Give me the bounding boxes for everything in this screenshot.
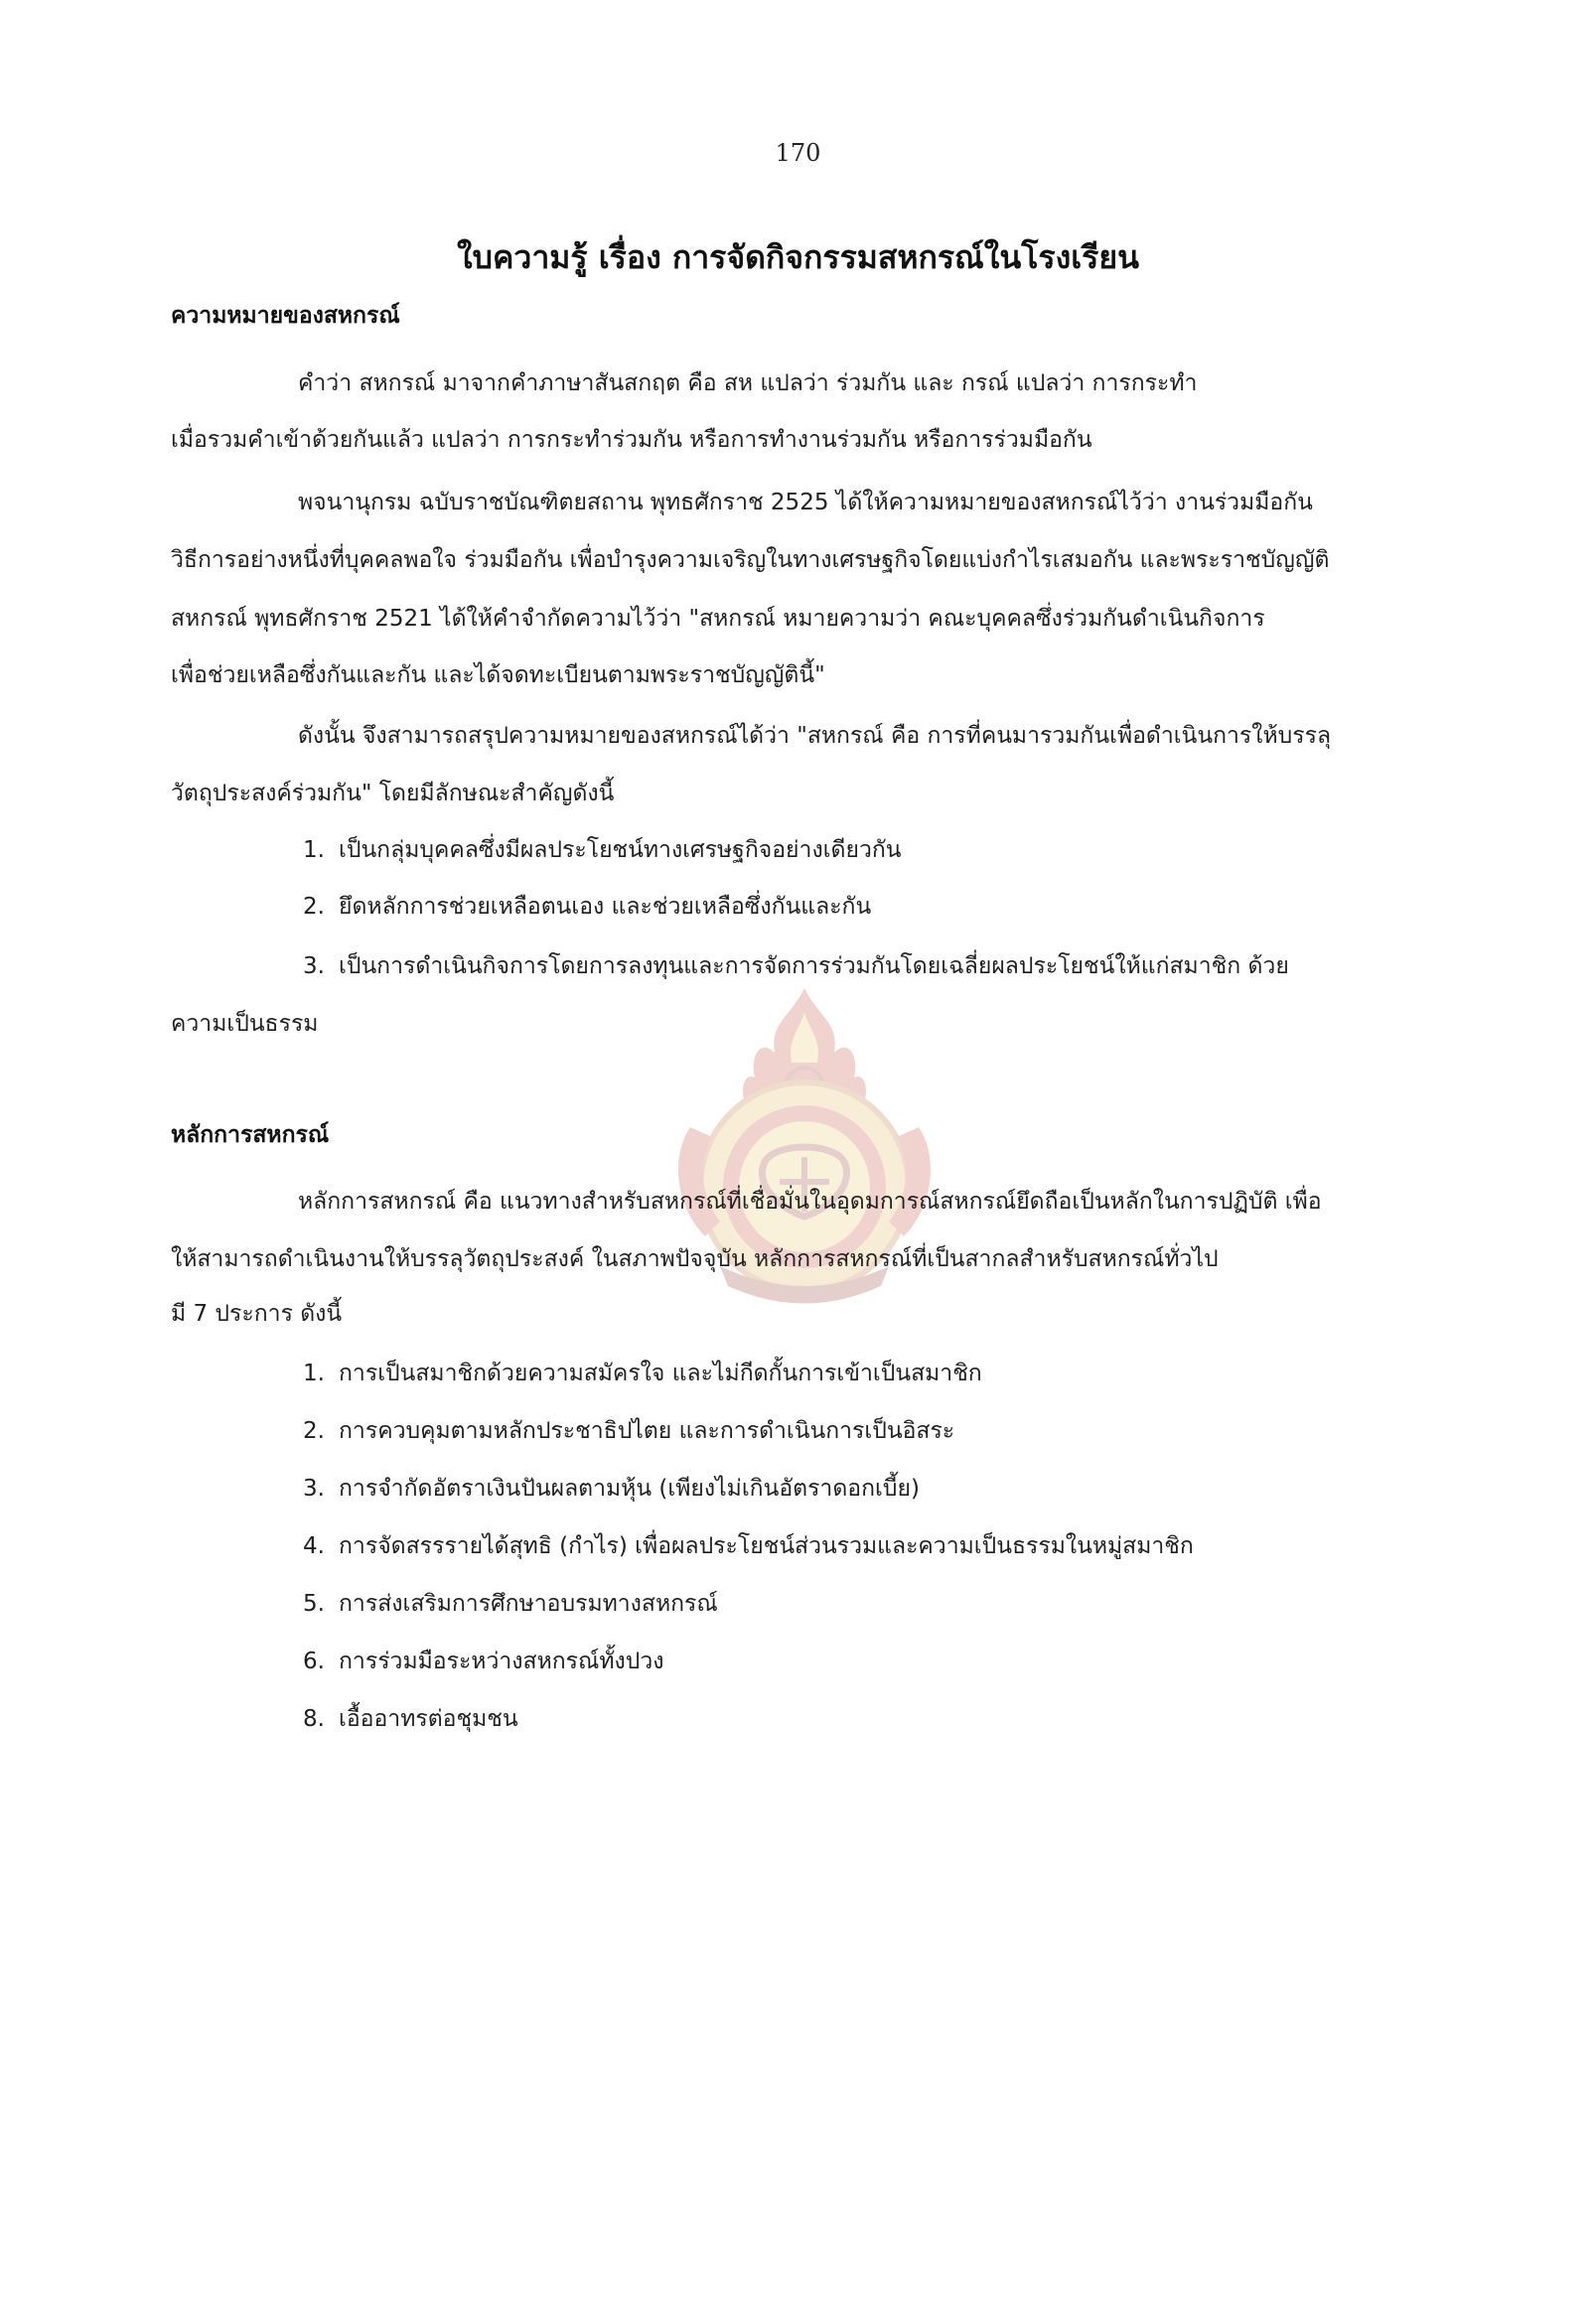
list-item: [303, 948, 1289, 984]
list-text: เป็นการดำเนินกิจการโดยการลงทุนและการจัดการร่วมกันโดยเฉลี่ยผลประโยชน์ให้แก่สมาชิก ด้วย: [339, 953, 1289, 979]
list-text: การเป็นสมาชิกด้วยความสมัครใจ และไม่กีดกั้นการเข้าเป็นสมาชิก: [339, 1361, 982, 1386]
paragraph-line: วิธีการอย่างหนึ่งที่บุคคลพอใจ ร่วมมือกัน เพื่อบำรุงความเจริญในทางเศรษฐกิจโดยแบ่งกำไรเสมอกัน และพระราชบัญญัติ: [171, 547, 1330, 573]
list-text: การส่งเสริมการศึกษาอบรมทางสหกรณ์: [339, 1591, 718, 1617]
document-title: ใบความรู้ เรื่อง การจัดกิจกรรมสหกรณ์ในโรงเรียน: [457, 238, 1139, 276]
list-number: 2.: [303, 1418, 325, 1444]
paragraph-line: ความเป็นธรรม: [171, 1011, 319, 1037]
list-number: 5.: [303, 1591, 325, 1617]
list-item: [303, 1586, 718, 1622]
list-item: [303, 832, 902, 868]
list-number: 4.: [303, 1533, 325, 1559]
list-number: 8.: [303, 1706, 325, 1732]
list-number: 6.: [303, 1649, 325, 1674]
list-number: 3.: [303, 953, 325, 979]
paragraph-line: หลักการสหกรณ์ คือ แนวทางสำหรับสหกรณ์ที่เชื่อมั่นในอุดมการณ์สหกรณ์ยึดถือเป็นหลักในการปฏิบัติ เพื่อ: [298, 1189, 1322, 1215]
list-text: การร่วมมือระหว่างสหกรณ์ทั้งปวง: [339, 1649, 664, 1674]
list-text: เป็นกลุ่มบุคคลซึ่งมีผลประโยชน์ทางเศรษฐกิจอย่างเดียวกัน: [339, 837, 902, 863]
page-number: 170: [775, 139, 821, 167]
list-number: 2.: [303, 894, 325, 920]
section-heading-meaning: ความหมายของสหกรณ์: [171, 303, 400, 329]
list-item: [303, 1701, 518, 1737]
list-item: [303, 1356, 982, 1391]
paragraph-line: สหกรณ์ พุทธศักราช 2521 ได้ให้คำจำกัดความไว้ว่า "สหกรณ์ หมายความว่า คณะบุคคลซึ่งร่วมกันดำเนินกิจการ: [171, 606, 1265, 632]
list-item: [303, 1644, 663, 1679]
list-text: การจำกัดอัตราเงินปันผลตามหุ้น (เพียงไม่เกินอัตราดอกเบี้ย): [339, 1476, 920, 1502]
list-number: 1.: [303, 837, 325, 863]
list-item: [303, 889, 871, 925]
list-text: เอื้ออาทรต่อชุมชน: [339, 1706, 518, 1732]
paragraph-line: คำว่า สหกรณ์ มาจากคำภาษาสันสกฤต คือ สห แปลว่า ร่วมกัน และ กรณ์ แปลว่า การกระทำ: [298, 370, 1198, 396]
list-item: [303, 1471, 920, 1507]
paragraph-line: วัตถุประสงค์ร่วมกัน" โดยมีลักษณะสำคัญดังนี้: [171, 781, 615, 806]
list-item: [303, 1528, 1194, 1564]
list-item: [303, 1413, 954, 1449]
list-text: ยึดหลักการช่วยเหลือตนเอง และช่วยเหลือซึ่งกันและกัน: [339, 894, 872, 920]
list-number: 3.: [303, 1476, 325, 1502]
list-text: การควบคุมตามหลักประชาธิปไตย และการดำเนินการเป็นอิสระ: [339, 1418, 955, 1444]
list-number: 1.: [303, 1361, 325, 1386]
paragraph-line: ดังนั้น จึงสามารถสรุปความหมายของสหกรณ์ได้ว่า "สหกรณ์ คือ การที่คนมารวมกันเพื่อดำเนินการให้บรรลุ: [298, 723, 1332, 749]
paragraph-line: ให้สามารถดำเนินงานให้บรรลุวัตถุประสงค์ ในสภาพปัจจุบัน หลักการสหกรณ์ที่เป็นสากลสำหรับสหกรณ์ทั่วไป: [171, 1246, 1219, 1272]
list-text: การจัดสรรรายได้สุทธิ (กำไร) เพื่อผลประโยชน์ส่วนรวมและความเป็นธรรมในหมู่สมาชิก: [339, 1533, 1194, 1559]
paragraph-line: เมื่อรวมคำเข้าด้วยกันแล้ว แปลว่า การกระทำร่วมกัน หรือการทำงานร่วมกัน หรือการร่วมมือกัน: [171, 427, 1092, 453]
paragraph-line: มี 7 ประการ ดังนี้: [171, 1301, 343, 1327]
paragraph-line: พจนานุกรม ฉบับราชบัณฑิตยสถาน พุทธศักราช 2525 ได้ให้ความหมายของสหกรณ์ไว้ว่า งานร่วมมือกัน: [298, 490, 1313, 515]
section-heading-principles: หลักการสหกรณ์: [171, 1122, 330, 1148]
paragraph-line: เพื่อช่วยเหลือซึ่งกันและกัน และได้จดทะเบียนตามพระราชบัญญัตินี้": [171, 662, 825, 688]
